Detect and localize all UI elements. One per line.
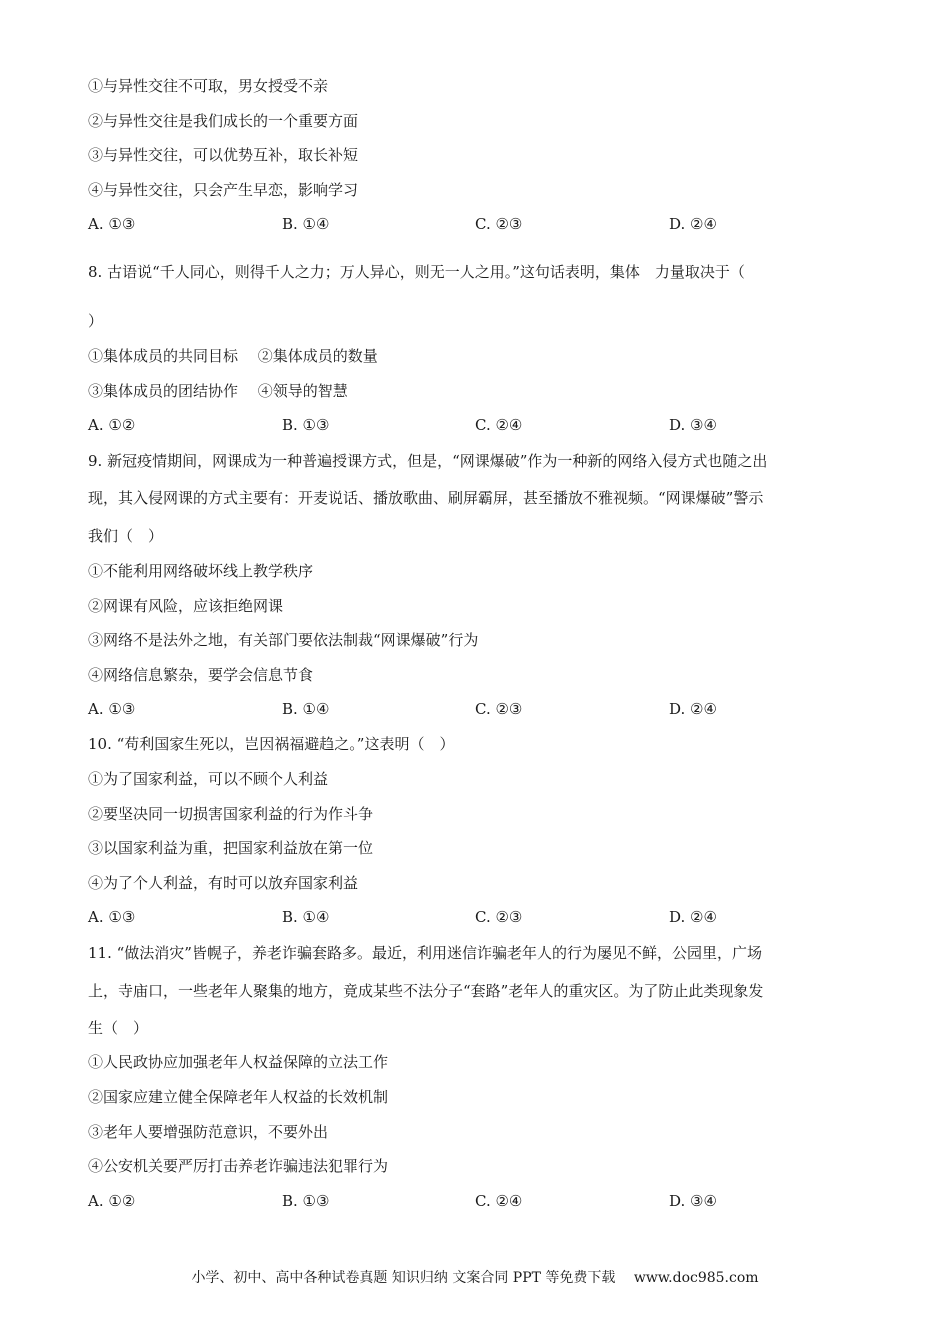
q10-choice-d: D. ②④	[669, 908, 717, 926]
q7-choice-c: C. ②③	[475, 215, 523, 233]
q8-choice-a: A. ①②	[88, 416, 136, 434]
q9-stem-line-1: 9. 新冠疫情期间，网课成为一种普遍授课方式，但是，“网课爆破”作为一种新的网络入侵方式也随之出	[88, 452, 768, 470]
q9-stem-line-2: 现，其入侵网课的方式主要有：开麦说话、播放歌曲、刷屏霸屏，甚至播放不雅视频。“网课爆破”警示	[88, 489, 764, 507]
q8-options-line-1: ①集体成员的共同目标 ②集体成员的数量	[88, 347, 378, 365]
q9-choice-c: C. ②③	[475, 700, 523, 718]
q9-stem-line-3: 我们（ ）	[88, 527, 164, 545]
q7-choices	[88, 214, 868, 234]
q10-choice-c: C. ②③	[475, 908, 523, 926]
q7-option-4: ④与异性交往，只会产生早恋，影响学习	[88, 181, 359, 199]
q10-option-1: ①为了国家利益，可以不顾个人利益	[88, 770, 329, 788]
q7-choice-b: B. ①④	[282, 215, 330, 233]
q10-choice-b: B. ①④	[282, 908, 330, 926]
q10-option-3: ③以国家利益为重，把国家利益放在第一位	[88, 839, 374, 857]
q8-choice-c: C. ②④	[475, 416, 523, 434]
q8-stem-line-1: 8. 古语说“千人同心，则得千人之力；万人异心，则无一人之用。”这句话表明，集体 力量取决于（	[88, 263, 745, 281]
q10-choices	[88, 907, 868, 927]
q11-choice-a: A. ①②	[88, 1192, 136, 1210]
q9-option-2: ②网课有风险，应该拒绝网课	[88, 597, 284, 615]
q9-choice-a: A. ①③	[88, 700, 136, 718]
q10-stem: 10. “苟利国家生死以，岂因祸福避趋之。”这表明（ ）	[88, 735, 455, 753]
q11-option-3: ③老年人要增强防范意识，不要外出	[88, 1123, 329, 1141]
q7-choice-d: D. ②④	[669, 215, 717, 233]
q11-choice-c: C. ②④	[475, 1192, 523, 1210]
q9-option-4: ④网络信息繁杂，要学会信息节食	[88, 666, 314, 684]
q8-stem-line-2: ）	[88, 312, 104, 330]
q9-choice-d: D. ②④	[669, 700, 717, 718]
q9-option-1: ①不能利用网络破坏线上教学秩序	[88, 562, 314, 580]
q10-option-4: ④为了个人利益，有时可以放弃国家利益	[88, 874, 359, 892]
q11-stem-line-3: 生（ ）	[88, 1019, 149, 1037]
q7-option-1: ①与异性交往不可取，男女授受不亲	[88, 77, 329, 95]
q7-option-2: ②与异性交往是我们成长的一个重要方面	[88, 112, 359, 130]
q10-option-2: ②要坚决同一切损害国家利益的行为作斗争	[88, 805, 374, 823]
q9-choices	[88, 699, 868, 719]
q11-option-1: ①人民政协应加强老年人权益保障的立法工作	[88, 1053, 389, 1071]
q11-choice-b: B. ①③	[282, 1192, 330, 1210]
q11-choice-d: D. ③④	[669, 1192, 717, 1210]
page-footer: 小学、初中、高中各种试卷真题 知识归纳 文案合同 PPT 等免费下载 www.doc985.com	[191, 1270, 759, 1286]
q8-choices	[88, 415, 868, 435]
q10-choice-a: A. ①③	[88, 908, 136, 926]
q11-choices	[88, 1191, 868, 1211]
q8-options-line-2: ③集体成员的团结协作 ④领导的智慧	[88, 382, 348, 400]
q11-stem-line-1: 11. “做法消灾”皆幌子，养老诈骗套路多。最近，利用迷信诈骗老年人的行为屡见不鲜，公园里，广场	[88, 944, 762, 962]
q8-choice-b: B. ①③	[282, 416, 330, 434]
q11-option-4: ④公安机关要严厉打击养老诈骗违法犯罪行为	[88, 1157, 389, 1175]
q11-option-2: ②国家应建立健全保障老年人权益的长效机制	[88, 1088, 389, 1106]
q8-choice-d: D. ③④	[669, 416, 717, 434]
q7-option-3: ③与异性交往，可以优势互补，取长补短	[88, 146, 359, 164]
q7-choice-a: A. ①③	[88, 215, 136, 233]
q9-choice-b: B. ①④	[282, 700, 330, 718]
q9-option-3: ③网络不是法外之地，有关部门要依法制裁“网课爆破”行为	[88, 631, 479, 649]
q11-stem-line-2: 上，寺庙口，一些老年人聚集的地方，竟成某些不法分子“套路”老年人的重灾区。为了防止此类现象发	[88, 982, 764, 1000]
